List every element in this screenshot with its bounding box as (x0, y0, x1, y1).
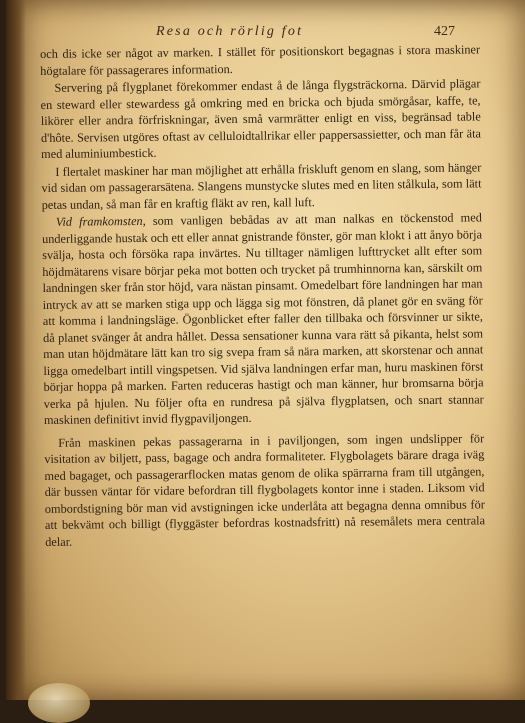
paragraph-servering: Servering på flygplanet förekommer endast å de långa flygsträckorna. Därvid plägar en steward eller stewardess gå omkring med en bricka och bjuda smörgåsar, kaffe, te, likörer eller andra förfriskningar, även små varmrätter enligt en viss, begränsad table d'hôte. Servisen utgöres oftast av celluloidtallrikar eller pappersassietter, och man får äta med aluminiumbestick. (40, 76, 482, 161)
running-head: Resa och rörlig fot (156, 24, 304, 39)
paragraph-friskluft: I flertalet maskiner har man möjlighet att erhålla friskluft genom en slang, som hänger vid sidan om passagerarsätena. Slangens munstycke slutes med en liten stålkula, som lätt petas undan, så man får en kraftig fläkt av ren, kall luft. (41, 159, 482, 212)
body-text (40, 41, 485, 551)
paragraph-lead-italic: Vid framkomsten (55, 213, 143, 229)
book-spine-shadow (6, 0, 26, 700)
paragraph-framkomsten (42, 209, 484, 428)
paragraph-continuation: och dis icke ser något av marken. I stället för positionskort begagnas i stora maskiner högtalare för passagerares information. (40, 42, 481, 78)
page-number: 427 (434, 24, 455, 39)
coin-object (28, 683, 90, 723)
paragraph-framkomsten-text: , som vanligen bebådas av att man nalkas en töckenstod med underliggande hustak och ett eller annat gnistrande fönster, gör man klokt i att ånyo börja svälja, hosta och försöka rapa invärtes. Nu tilltager nämligen lufttrycket allt efter som höjdmätarens visare börjar peka mot botten och trycket på trumhinnorna kan, särskilt om landningen sker från stor höjd, vara nästan pinsamt. Omedelbart före landningen har man intryck av att se marken stiga upp och lägga sig mot fönstren, då planet gör en sväng för att komma i landningsläge. Ögonblicket efter faller den tillbaka och försvinner ur sikte, då planet svänger åt andra hållet. Dessa sensationer kunna vara rätt så pikanta, helst som man utan höjdmätare lätt kan tro sig svepa fram så nära marken, att skorstenar och annat ligga omedelbart intill vingspetsen. Vid själva landningen erfar man, huru maskinen först börjar hoppa på marken. Farten reduceras hastigt och man känner, hur bromsarna börja verka på hjulen. Nu följer ofta en rundresa på själva flygplatsen, och snart stannar maskinen definitivt invid flygpaviljongen. (41, 210, 484, 427)
book-page (6, 0, 525, 700)
paragraph-paviljongen: Från maskinen pekas passagerarna in i paviljongen, som ingen undslipper för visitation av biljett, pass, bagage och andra formaliteter. Flygbolagets bärare draga iväg med bagaget, och passagerarflocken matas genom de olika spärrarna fram till utgången, där bussen väntar för vidare befordran till flygbolagets kontor inne i staden. Liksom vid ombordstigning bör man vid avstigningen icke underlåta att begagna denna omnibus för att bekvämt och billigt (flyggäster befordras kostnadsfritt) nå resemålets mera centrala delar. (44, 430, 486, 549)
